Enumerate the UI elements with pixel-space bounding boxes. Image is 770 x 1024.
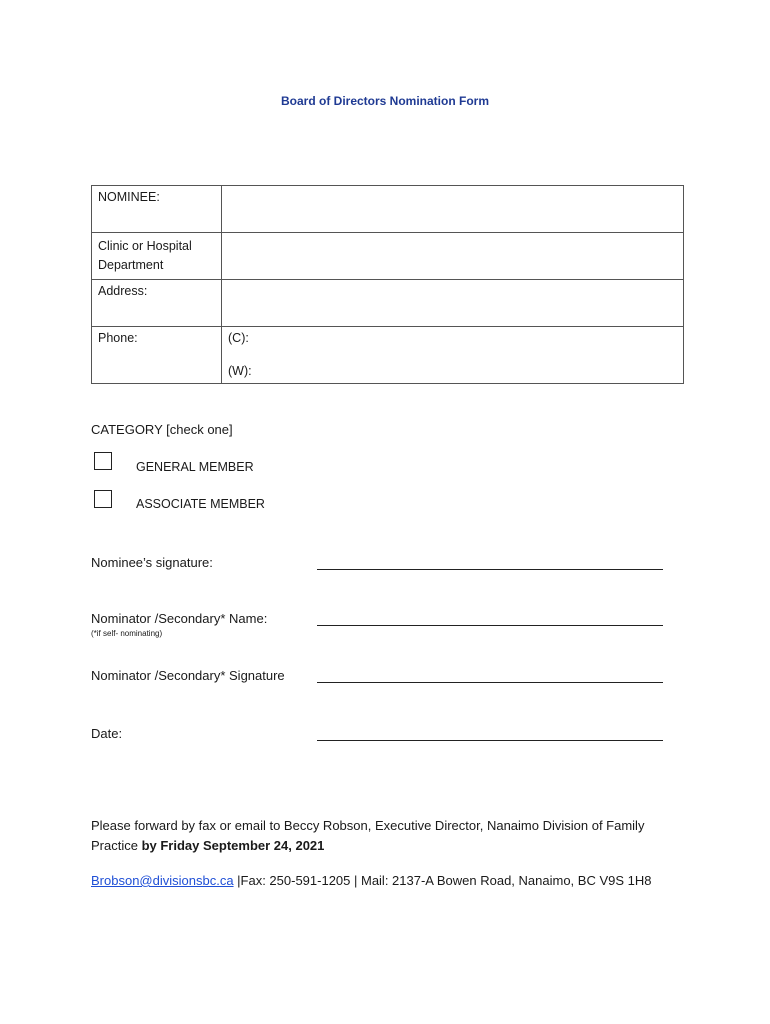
phone-work-label: (W): (228, 364, 252, 378)
clinic-row (92, 233, 684, 280)
phone-label: Phone: (92, 327, 222, 384)
nominee-label: NOMINEE: (92, 186, 222, 233)
address-label: Address: (92, 280, 222, 327)
forward-instructions (91, 816, 691, 856)
form-title: Board of Directors Nomination Form (280, 94, 489, 108)
nominator-signature-line[interactable] (317, 682, 663, 683)
clinic-label-line1: Clinic or Hospital (98, 239, 192, 253)
nominator-name-label: Nominator /Secondary* Name: (91, 611, 268, 626)
nominee-signature-line[interactable] (317, 569, 663, 570)
address-row (92, 280, 684, 327)
forward-text: Please forward by fax or email to Beccy Robson, Executive Director, Nanaimo Division of Family Practice (91, 818, 645, 853)
deadline-text: by Friday September 24, 2021 (141, 838, 325, 853)
phone-field[interactable] (222, 327, 684, 384)
nominee-info-table (91, 185, 684, 384)
nominee-field[interactable] (222, 186, 684, 233)
phone-row (92, 327, 684, 384)
email-link[interactable]: Brobson@divisionsbc.ca (91, 873, 234, 888)
associate-member-checkbox[interactable] (94, 490, 112, 508)
date-label: Date: (91, 726, 123, 741)
contact-details: |Fax: 250-591-1205 | Mail: 2137-A Bowen Road, Nanaimo, BC V9S 1H8 (233, 873, 652, 888)
nominee-signature-label: Nominee’s signature: (91, 555, 213, 570)
clinic-label-line2: Department (98, 258, 164, 272)
general-member-checkbox[interactable] (94, 452, 112, 470)
clinic-label (92, 233, 222, 280)
date-line[interactable] (317, 740, 663, 741)
nominator-name-line[interactable] (317, 625, 663, 626)
associate-member-label: ASSOCIATE MEMBER (136, 497, 265, 511)
contact-line (91, 873, 651, 888)
nominee-row (92, 186, 684, 233)
general-member-label: GENERAL MEMBER (136, 460, 254, 474)
nominator-signature-label: Nominator /Secondary* Signature (91, 668, 285, 683)
address-field[interactable] (222, 280, 684, 327)
clinic-field[interactable] (222, 233, 684, 280)
self-nominating-note: (*if self- nominating) (91, 629, 163, 638)
category-heading: CATEGORY [check one] (91, 422, 233, 437)
phone-cell-label: (C): (228, 331, 249, 345)
